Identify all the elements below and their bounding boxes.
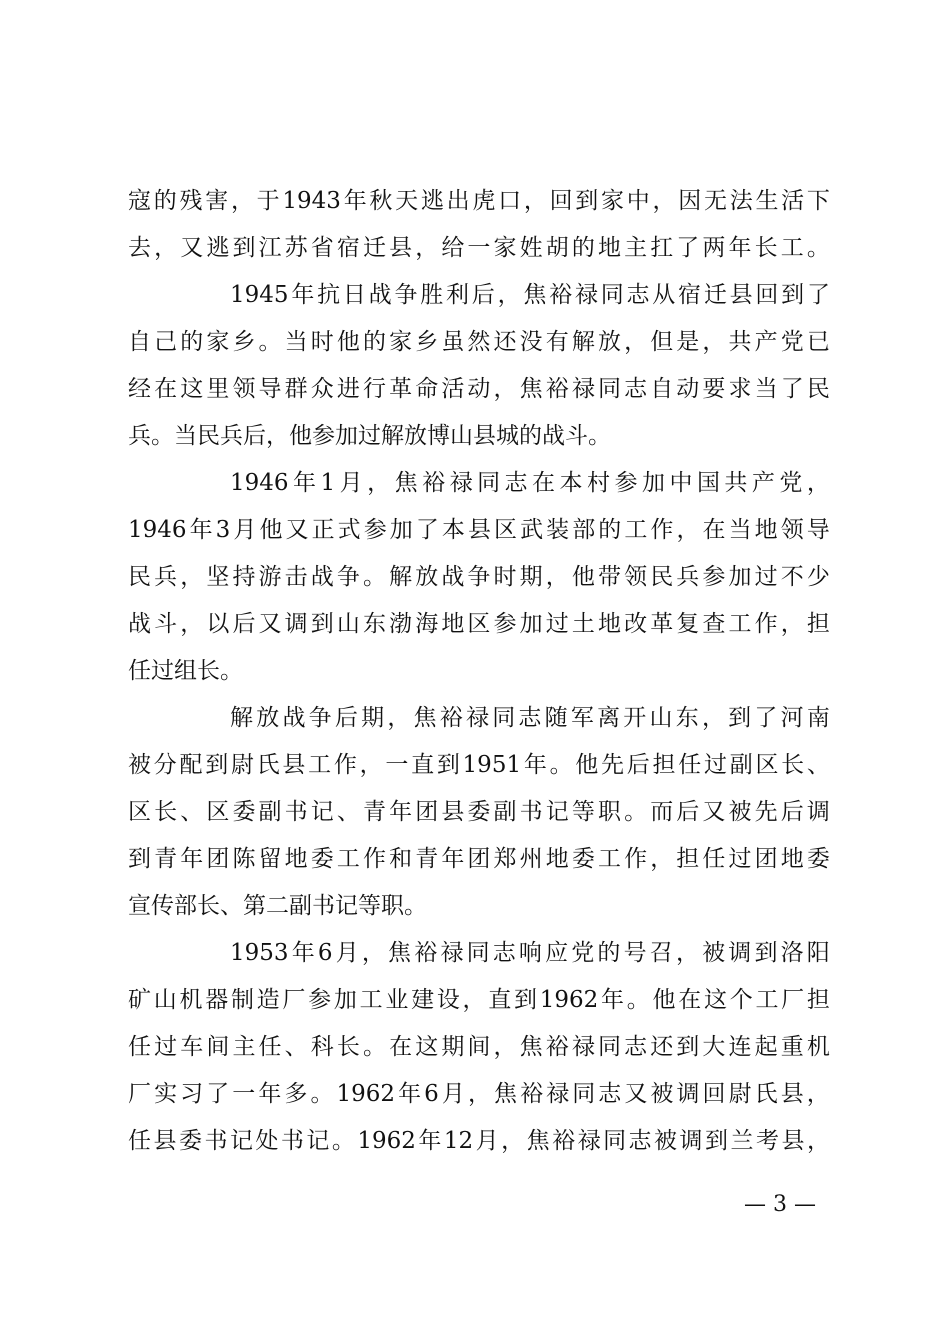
page-number: — 3 — xyxy=(744,1192,816,1217)
text-line: 去 ， 又 逃 到 江 苏 省 宿 迁 县 ， 给 一 家 姓 胡 的 地 主 扛 了 两 年 长 工 。 xyxy=(128,235,830,261)
text-line: 自 己 的 家 乡 。 当 时 他 的 家 乡 虽 然 还 没 有 解 放 ， 但 是 ， 共 产 党 已 xyxy=(128,329,830,355)
text-line: 区 长 、 区 委 副 书 记 、 青 年 团 县 委 副 书 记 等 职 。 而 后 又 被 先 后 调 xyxy=(128,799,830,825)
body-text xyxy=(128,178,830,1165)
text-line: 经 在 这 里 领 导 群 众 进 行 革 命 活 动 ， 焦 裕 禄 同 志 自 动 要 求 当 了 民 xyxy=(128,376,830,402)
text-line: 被 分 配 到 尉 氏 县 工 作 ， 一 直 到 1951 年 。 他 先 后 担 任 过 副 区 长 、 xyxy=(128,752,830,778)
text-line: 矿 山 机 器 制 造 厂 参 加 工 业 建 设 ， 直 到 1962 年 。 他 在 这 个 工 厂 担 xyxy=(128,987,830,1013)
text-line: 任过组长。 xyxy=(128,658,243,684)
text-line: 战 斗 ， 以 后 又 调 到 山 东 渤 海 地 区 参 加 过 土 地 改 革 复 查 工 作 ， 担 xyxy=(128,611,830,637)
text-line: 任 县 委 书 记 处 书 记 。 1962 年 12 月 ， 焦 裕 禄 同 志 被 调 到 兰 考 县 ， xyxy=(128,1128,830,1154)
text-line: 厂 实 习 了 一 年 多 。 1962 年 6 月 ， 焦 裕 禄 同 志 又 被 调 回 尉 氏 县 ， xyxy=(128,1081,830,1107)
text-line: 到 青 年 团 陈 留 地 委 工 作 和 青 年 团 郑 州 地 委 工 作 ， 担 任 过 团 地 委 xyxy=(128,846,830,872)
text-line: 1953 年 6 月 ， 焦 裕 禄 同 志 响 应 党 的 号 召 ， 被 调 到 洛 阳 xyxy=(230,940,830,966)
text-line: 寇 的 残 害 ， 于 1943 年 秋 天 逃 出 虎 口 ， 回 到 家 中 ， 因 无 法 生 活 下 xyxy=(128,188,830,214)
text-line: 1945 年 抗 日 战 争 胜 利 后 ， 焦 裕 禄 同 志 从 宿 迁 县 回 到 了 xyxy=(230,282,830,308)
text-line: 民 兵 ， 坚 持 游 击 战 争 。 解 放 战 争 时 期 ， 他 带 领 民 兵 参 加 过 不 少 xyxy=(128,564,830,590)
text-line: 任 过 车 间 主 任 、 科 长 。 在 这 期 间 ， 焦 裕 禄 同 志 还 到 大 连 起 重 机 xyxy=(128,1034,830,1060)
text-line: 1946 年 1 月 ， 焦 裕 禄 同 志 在 本 村 参 加 中 国 共 产 党 ， xyxy=(230,470,830,496)
text-line: 兵。当民兵后，他参加过解放博山县城的战斗。 xyxy=(128,423,611,449)
text-line: 解 放 战 争 后 期 ， 焦 裕 禄 同 志 随 军 离 开 山 东 ， 到 了 河 南 xyxy=(230,705,830,731)
text-line: 宣传部长、第二副书记等职。 xyxy=(128,893,427,919)
text-line: 1946 年 3 月 他 又 正 式 参 加 了 本 县 区 武 装 部 的 工 作 ， 在 当 地 领 导 xyxy=(128,517,830,543)
